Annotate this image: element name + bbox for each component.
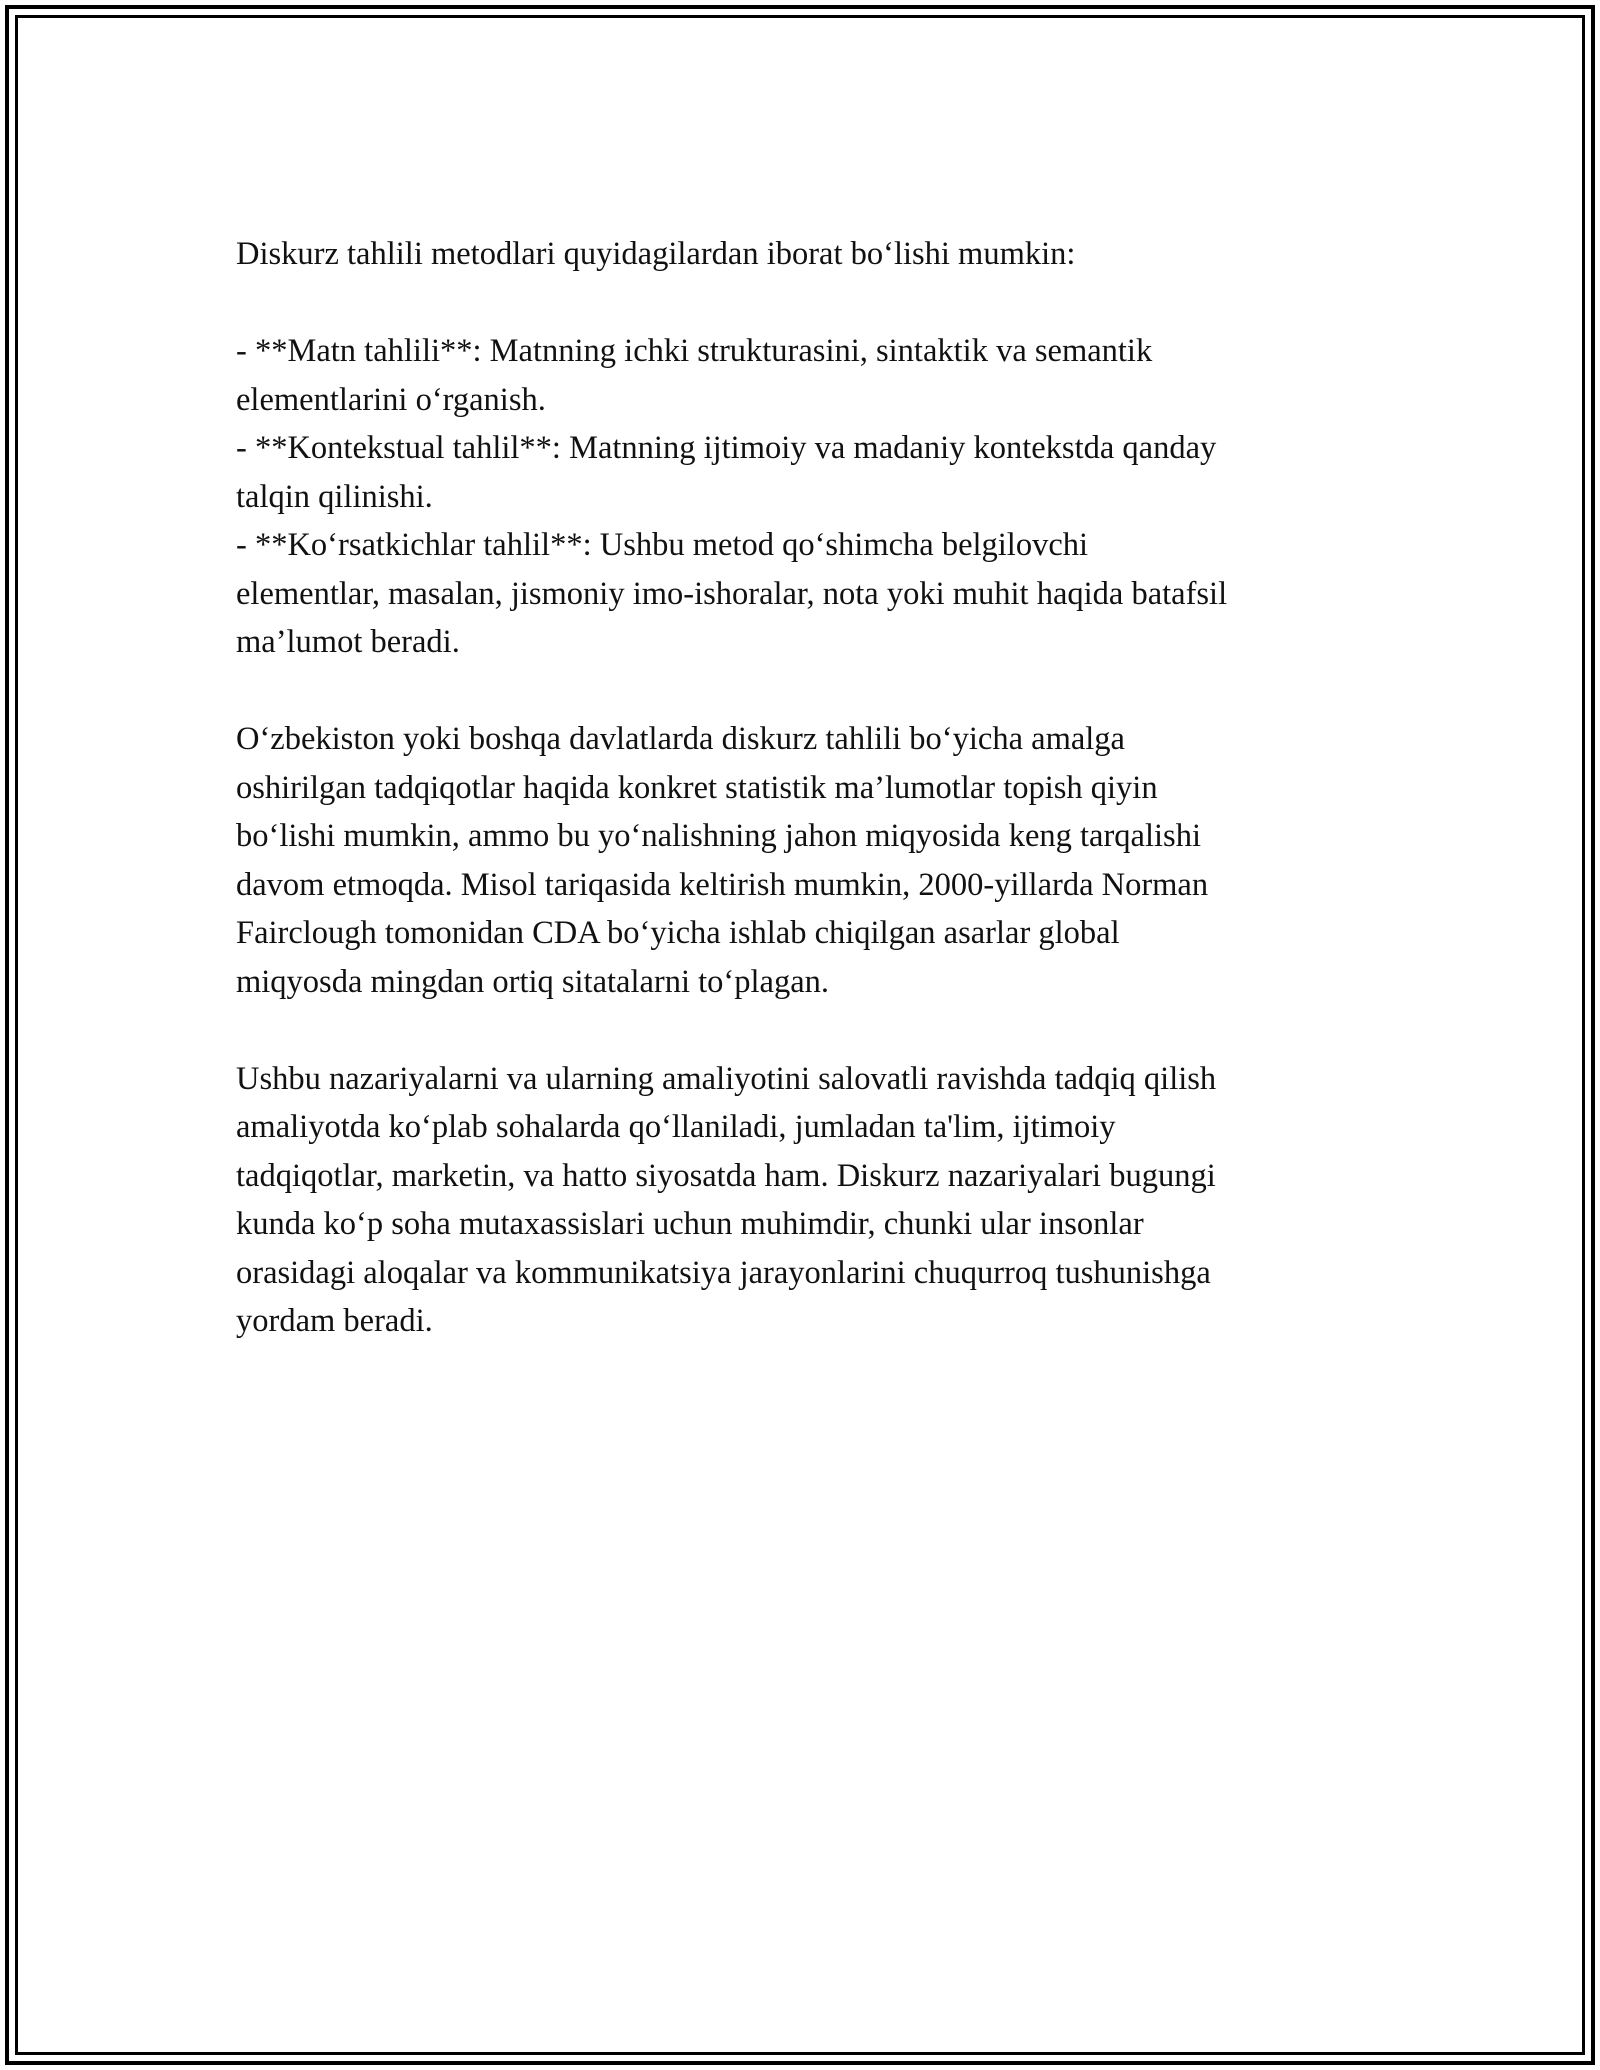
- text-line: Ushbu nazariyalarni va ularning amaliyotini salovatli ravishda tadqiq qilish: [236, 1060, 1217, 1097]
- text-line: orasidagi aloqalar va kommunikatsiya jarayonlarini chuqurroq tushunishga: [236, 1254, 1211, 1291]
- text-line: amaliyotda ko‘plab sohalarda qo‘llaniladi, jumladan ta'lim, ijtimoiy: [236, 1109, 1116, 1145]
- text-line: Diskurz tahlili metodlari quyidagilardan iborat bo‘lishi mumkin:: [236, 236, 1076, 272]
- document-body: [236, 230, 1371, 1394]
- text-line: davom etmoqda. Misol tariqasida keltirish mumkin, 2000-yillarda Norman: [236, 866, 1209, 903]
- text-line: - **Kontekstual tahlil**: Matnning ijtimoiy va madaniy kontekstda qanday: [236, 430, 1217, 466]
- paragraph-application: [236, 1055, 1371, 1346]
- paragraph-intro: [236, 230, 1371, 279]
- text-line: - **Matn tahlili**: Matnning ichki strukturasini, sintaktik va semantik: [236, 333, 1153, 369]
- text-line: Fairclough tomonidan CDA bo‘yicha ishlab chiqilgan asarlar global: [236, 915, 1120, 951]
- text-line: miqyosda mingdan ortiq sitatalarni to‘plagan.: [236, 963, 829, 1000]
- text-line: elementlarini o‘rganish.: [236, 381, 546, 418]
- text-line: - **Ko‘rsatkichlar tahlil**: Ushbu metod qo‘shimcha belgilovchi: [236, 527, 1089, 563]
- text-line: yordam beradi.: [236, 1303, 433, 1339]
- text-line: ma’lumot beradi.: [236, 624, 460, 660]
- text-line: kunda ko‘p soha mutaxassislari uchun muhimdir, chunki ular insonlar: [236, 1206, 1144, 1242]
- paragraph-research: [236, 715, 1371, 1006]
- paragraph-methods-list: [236, 327, 1371, 667]
- text-line: O‘zbekiston yoki boshqa davlatlarda diskurz tahlili bo‘yicha amalga: [236, 721, 1125, 757]
- text-line: tadqiqotlar, marketin, va hatto siyosatda ham. Diskurz nazariyalari bugungi: [236, 1157, 1216, 1194]
- text-line: elementlar, masalan, jismoniy imo-ishoralar, nota yoki muhit haqida batafsil: [236, 575, 1228, 612]
- text-line: talqin qilinishi.: [236, 478, 433, 515]
- text-line: bo‘lishi mumkin, ammo bu yo‘nalishning jahon miqyosida keng tarqalishi: [236, 818, 1201, 854]
- text-line: oshirilgan tadqiqotlar haqida konkret statistik ma’lumotlar topish qiyin: [236, 769, 1158, 806]
